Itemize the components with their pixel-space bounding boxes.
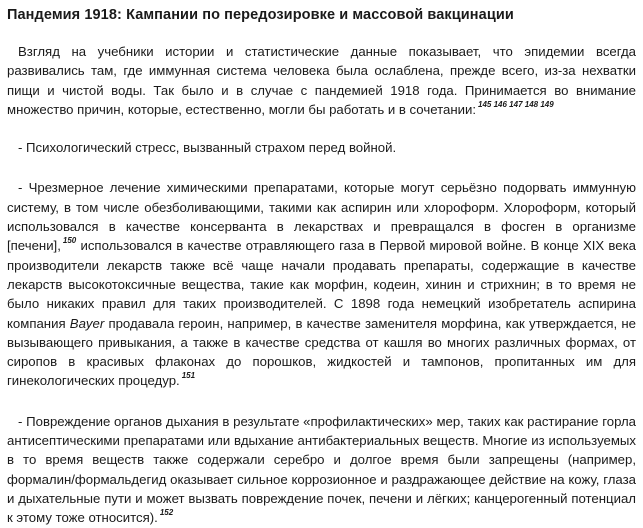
- footnote-ref: 151: [181, 371, 196, 381]
- drugs-text-3: продавала героин, например, в качестве заменителя морфина, как утверждается, не вызывающего привыкания, а также в качестве средства от кашля во многих различных формах, от сиропов в красивых флаконах до порошков, жидкостей и тампонов, пропитанных им для гинекологических процедур.: [7, 315, 637, 389]
- stress-text: - Психологический стресс, вызванный страхом перед войной.: [18, 140, 397, 156]
- footnote-ref: 145 146 147 148 149: [478, 99, 554, 109]
- drugs-text-1: - Чрезмерное лечение химическими препаратами, которые могут серьёзно подорвать иммунную систему, в том числе обезболивающими, такими как аспирин или хлороформ. Хлороформ, который использовался в качестве консерванта в лекарствах и превращался в фосген в организме [печени],: [7, 180, 636, 254]
- intro-text: Взгляд на учебники истории и статистические данные показывает, что эпидемии всегда развивались там, где иммунная система человека была ослаблена, прежде всего, из-за нехватки пищи и чистой воды. Так было и в случае с пандемией 1918 года. Принимается во внимание множество причин, которые, естественно, могли бы работать и в сочетании:: [7, 44, 636, 117]
- breathing-text: - Повреждение органов дыхания в результате «профилактических» мер, таких как растирание горла антисептическими препаратами или вдыхание антибактериальных веществ. Многие из используемых в то время веществ также содержали серебро и долгое время были запрещены (например, формалин/формальдегид оказывает сильное коррозионное и раздражающее действие на кожу, глаза и дыхательные пути и может вызвать повреждение почек, печени и лёгких; канцерогенный потенциал к этому тоже относится).: [7, 413, 636, 526]
- intro-paragraph: [7, 42, 636, 119]
- footnote-ref: 152: [159, 508, 174, 518]
- breathing-paragraph: [7, 412, 636, 528]
- page-title: Пандемия 1918: Кампании по передозировке и массовой вакцинации: [7, 7, 514, 23]
- drugs-paragraph: [7, 178, 636, 390]
- stress-paragraph: [7, 138, 636, 157]
- drugs-text-2: использовался в качестве отравляющего газа в Первой мировой войне. В конце XIX века производители лекарств также всё чаще начали продавать препараты, содержащие в качестве лекарств высокотоксичные вещества, такие как морфин, кодеин, хинин и стрихнин; в то время не было никаких правил для таких производителей. С 1898 года немецкий изобретатель аспирина компания: [7, 238, 636, 331]
- company-name: Bayer: [69, 315, 105, 331]
- footnote-ref: 150: [62, 236, 77, 246]
